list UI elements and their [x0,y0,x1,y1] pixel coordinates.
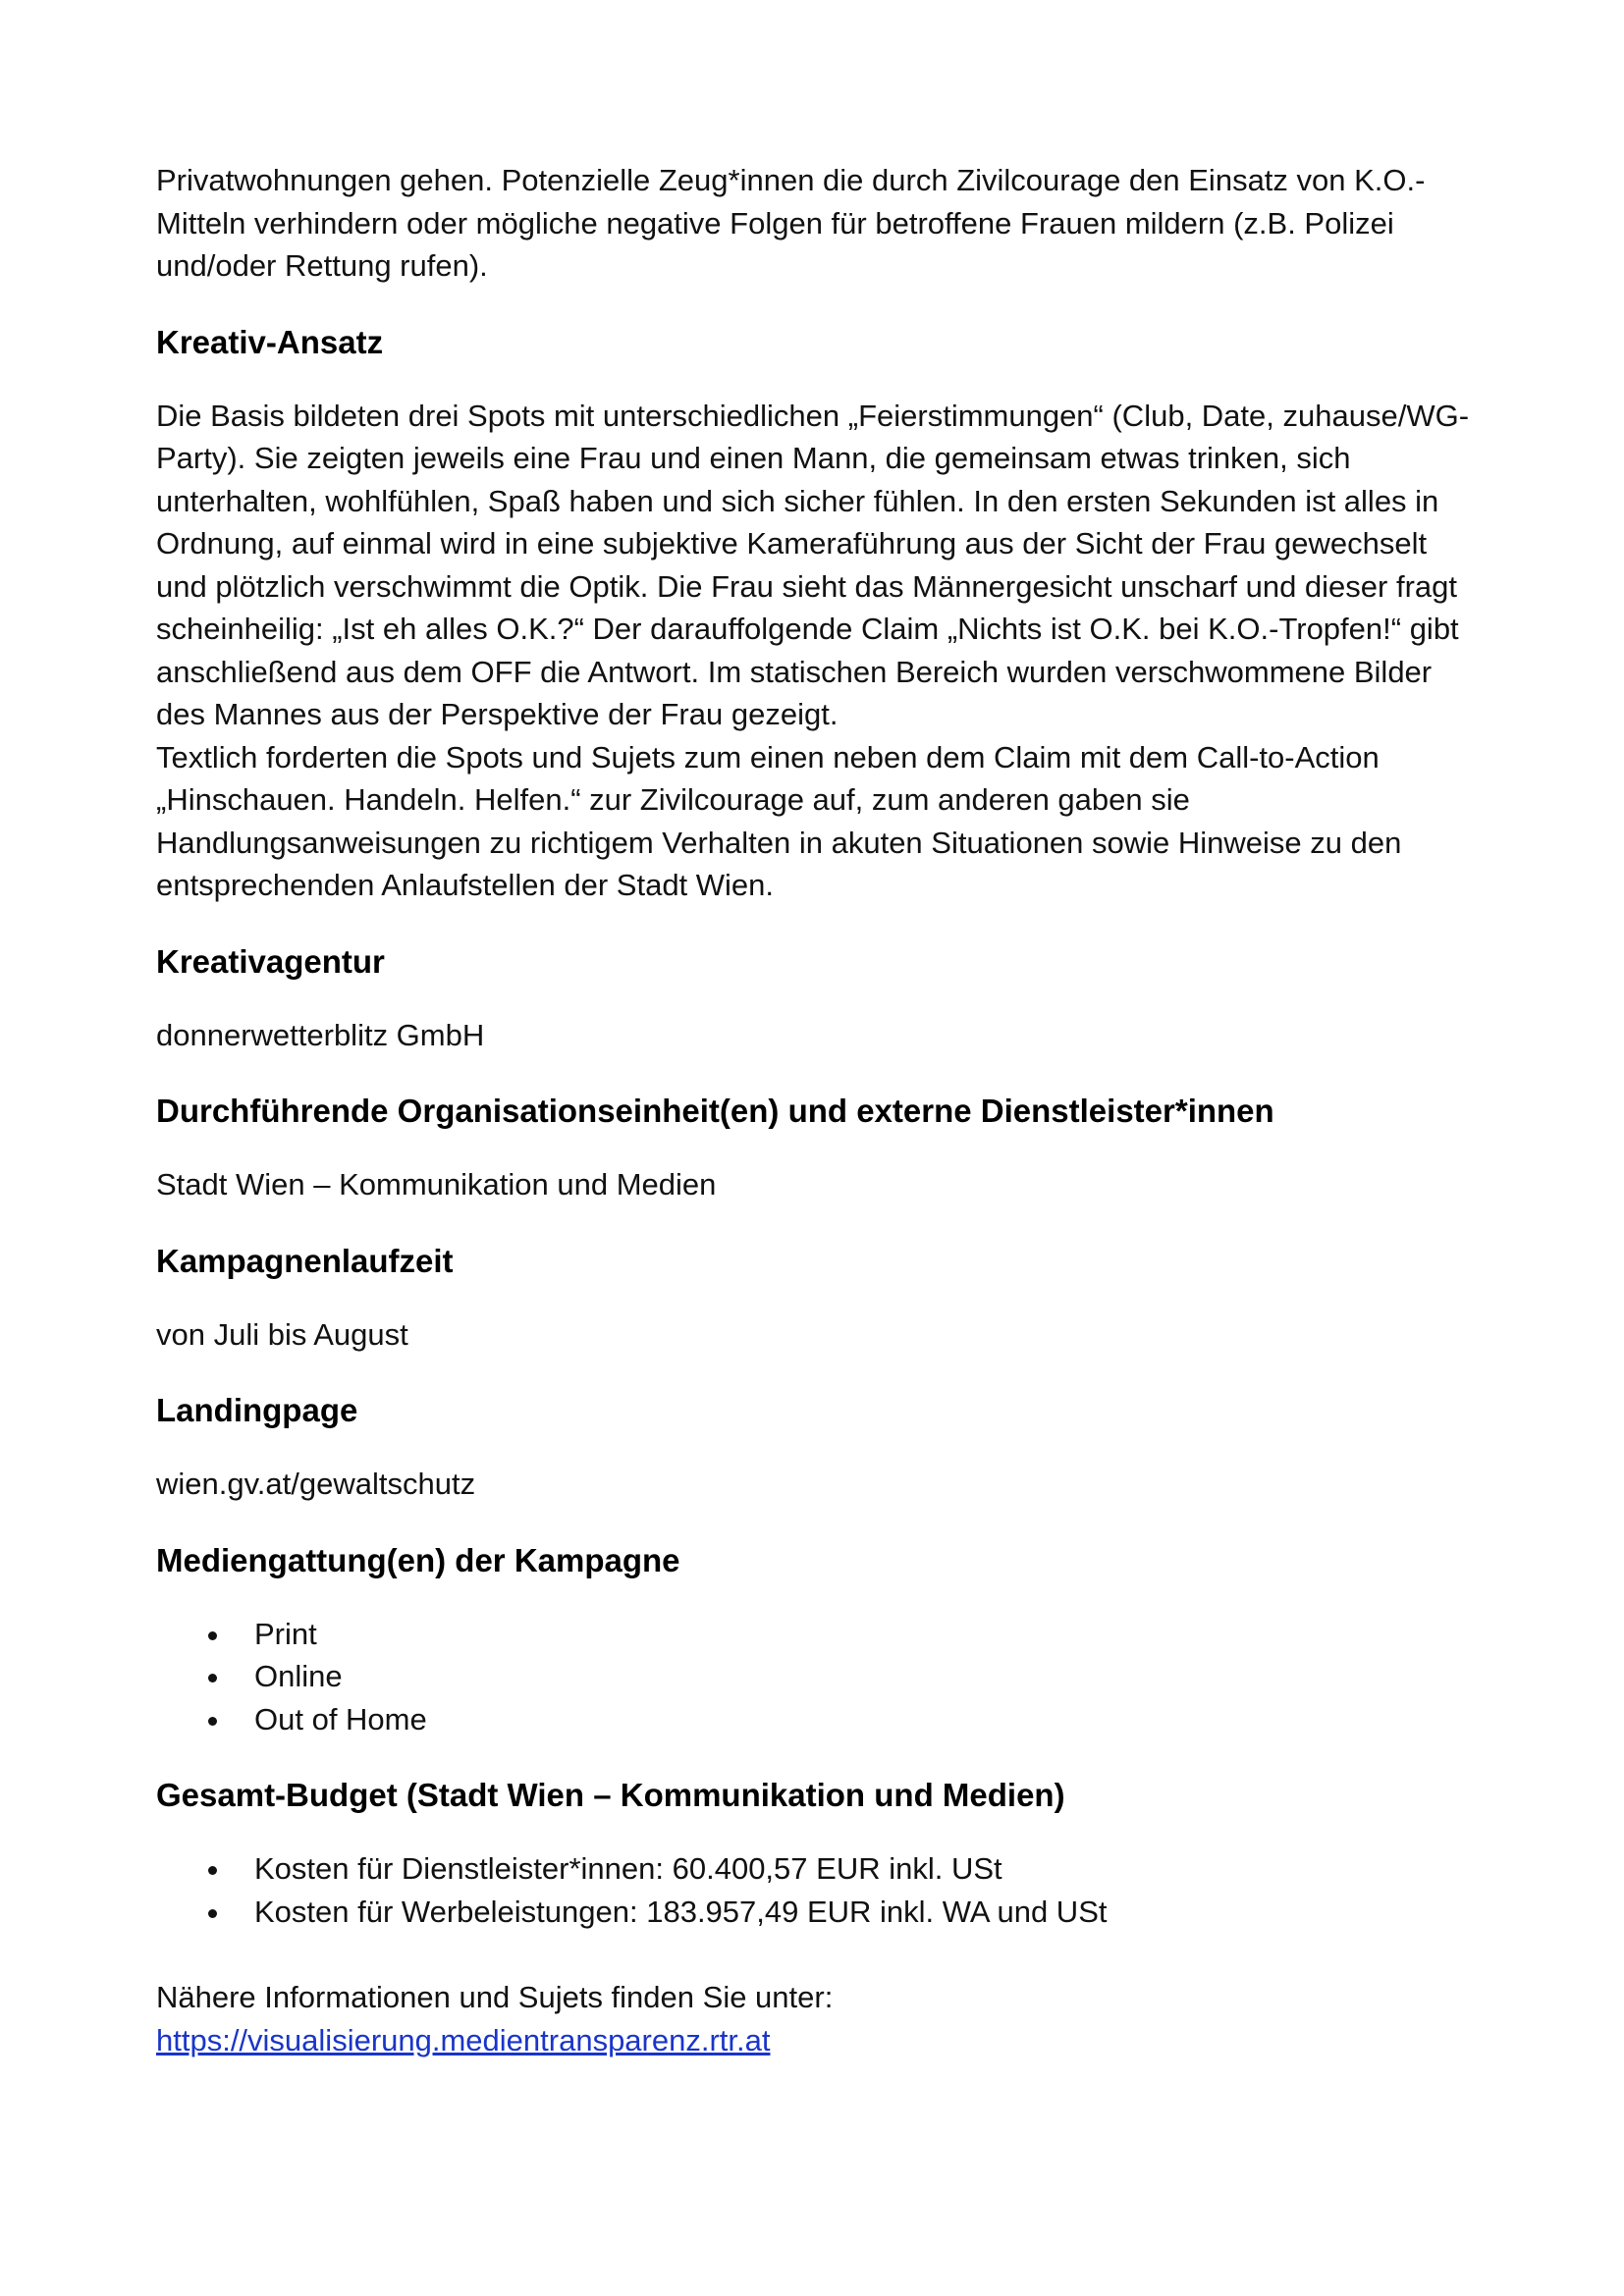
heading-budget: Gesamt-Budget (Stadt Wien – Kommunikation und Medien) [156,1777,1065,1813]
heading-kampagnenlaufzeit: Kampagnenlaufzeit [156,1242,454,1279]
document-page [156,159,1472,2061]
kreativagentur-value: donnerwetterblitz GmbH [156,1017,485,1052]
section-kreativagentur [156,942,1472,1057]
budget-list [156,1847,1472,1933]
kreativ-ansatz-paragraph-2: Textlich forderten die Spots und Sujets zum einen neben dem Claim mit dem Call-to-Action „Hinschauen. Handeln. Helfen.“ zur Zivilcourage auf, zum anderen gaben sie Handlungsanweisungen zu richtigem Verhalten in akuten Situationen sowie Hinweise zu den entsprechenden Anlaufstellen der Stadt Wien. [156,739,1402,902]
list-item: Print [156,1613,1472,1656]
list-item: Kosten für Dienstleister*innen: 60.400,57 EUR inkl. USt [156,1847,1472,1891]
heading-organisationseinheit: Durchführende Organisationseinheit(en) und externe Dienstleister*innen [156,1093,1274,1129]
organisationseinheit-value: Stadt Wien – Kommunikation und Medien [156,1167,717,1201]
heading-mediengattungen: Mediengattung(en) der Kampagne [156,1541,680,1578]
heading-landingpage: Landingpage [156,1392,358,1428]
section-mediengattungen [156,1541,1472,1741]
section-budget [156,1776,1472,1933]
footer-info [156,1976,1472,2061]
heading-kreativ-ansatz: Kreativ-Ansatz [156,323,384,360]
kreativ-ansatz-paragraph-1: Die Basis bildeten drei Spots mit unterschiedlichen „Feierstimmungen“ (Club, Date, zuhause/WG-Party). Sie zeigten jeweils eine Frau und einen Mann, die gemeinsam etwas trinken, sich unterhalten, wohlfühlen, Spaß haben und sich sicher fühlen. In den ersten Sekunden ist alles in Ordnung, auf einmal wird in eine subjektive Kameraführung aus der Sicht der Frau gewechselt und plötzlich verschwimmt die Optik. Die Frau sieht das Männergesicht unscharf und dieser fragt scheinheilig: „Ist eh alles O.K.?“ Der darauffolgende Claim „Nichts ist O.K. bei K.O.-Tropfen!“ gibt anschließend aus dem OFF die Antwort. Im statischen Bereich wurden verschwommene Bilder des Mannes aus der Perspektive der Frau gezeigt. [156,398,1470,731]
intro-paragraph: Privatwohnungen gehen. Potenzielle Zeug*innen die durch Zivilcourage den Einsatz von K.O.-Mitteln verhindern oder mögliche negative Folgen für betroffene Frauen mildern (z.B. Polizei und/oder Rettung rufen). [156,163,1426,283]
section-organisationseinheit [156,1092,1472,1206]
section-kreativ-ansatz [156,323,1472,907]
medientransparenz-link[interactable]: https://visualisierung.medientransparenz.rtr.at [156,2022,771,2057]
list-item: Kosten für Werbeleistungen: 183.957,49 EUR inkl. WA und USt [156,1891,1472,1934]
landingpage-value: wien.gv.at/gewaltschutz [156,1467,476,1501]
heading-kreativagentur: Kreativagentur [156,942,385,980]
footer-text: Nähere Informationen und Sujets finden Sie unter: [156,1980,834,2014]
section-kampagnenlaufzeit [156,1242,1472,1357]
section-landingpage [156,1391,1472,1506]
list-item: Out of Home [156,1698,1472,1741]
list-item: Online [156,1655,1472,1698]
kampagnenlaufzeit-value: von Juli bis August [156,1316,408,1352]
mediengattungen-list [156,1613,1472,1741]
